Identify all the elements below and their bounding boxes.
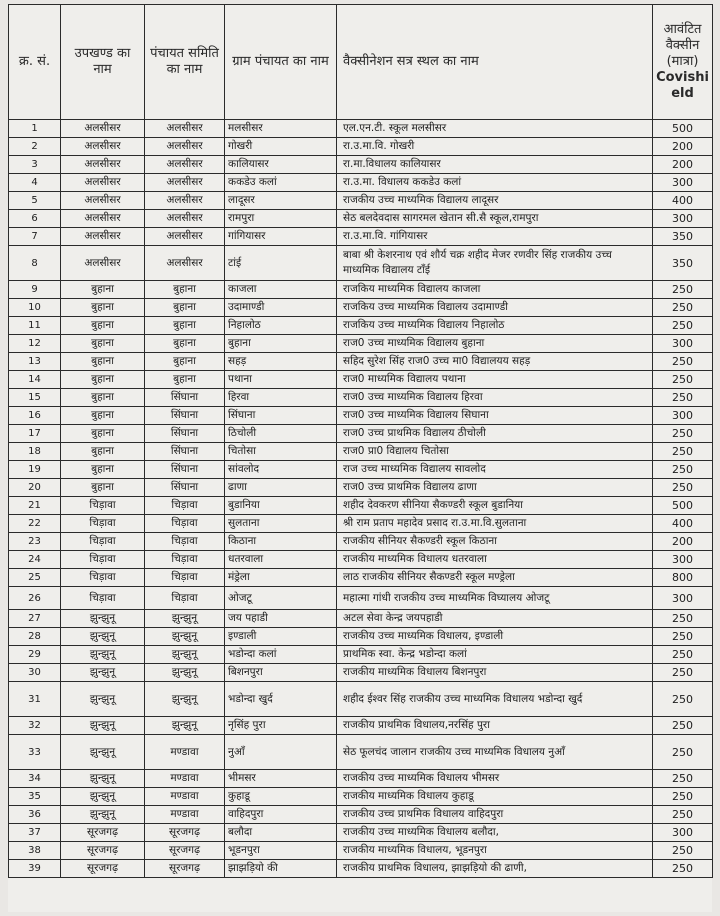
- gram-panchayat-cell: सिंघाना: [225, 407, 337, 425]
- panchayat-samiti-cell: चिड़ावा: [145, 587, 225, 610]
- subdivision-cell: बुहाना: [61, 335, 145, 353]
- subdivision-cell: चिड़ावा: [61, 587, 145, 610]
- gram-panchayat-cell: किठाना: [225, 533, 337, 551]
- subdivision-cell: बुहाना: [61, 281, 145, 299]
- subdivision-cell: बुहाना: [61, 317, 145, 335]
- gram-panchayat-cell: टांई: [225, 246, 337, 281]
- site-name-cell: राज0 उच्च प्राथमिक विद्यालय ढाणा: [337, 479, 653, 497]
- gram-panchayat-cell: बुहाना: [225, 335, 337, 353]
- gram-panchayat-cell: भूडनपुरा: [225, 842, 337, 860]
- table-row: [9, 682, 713, 717]
- serial-cell: 17: [9, 425, 61, 443]
- table-row: [9, 317, 713, 335]
- vaccination-sites-table: [8, 4, 713, 878]
- allotted-quantity-cell: 250: [653, 371, 713, 389]
- serial-cell: 3: [9, 156, 61, 174]
- table-row: [9, 628, 713, 646]
- site-name-cell: रा.उ.मा.वि. गोखरी: [337, 138, 653, 156]
- table-row: [9, 192, 713, 210]
- panchayat-samiti-cell: बुहाना: [145, 371, 225, 389]
- allotted-quantity-cell: 250: [653, 682, 713, 717]
- allotted-quantity-cell: 250: [653, 770, 713, 788]
- table-row: [9, 210, 713, 228]
- table-row: [9, 138, 713, 156]
- site-name-cell: राज0 माध्यमिक विद्यालय पथाना: [337, 371, 653, 389]
- subdivision-cell: बुहाना: [61, 443, 145, 461]
- allotted-quantity-cell: 500: [653, 120, 713, 138]
- site-name-cell: राजकीय उच्च माध्यमिक विधालय भीमसर: [337, 770, 653, 788]
- allotted-quantity-cell: 250: [653, 353, 713, 371]
- table-row: [9, 120, 713, 138]
- gram-panchayat-cell: बलौदा: [225, 824, 337, 842]
- site-name-cell: राजकीय उच्च माध्यमिक विधालय, इण्डाली: [337, 628, 653, 646]
- allotted-quantity-cell: 250: [653, 842, 713, 860]
- gram-panchayat-cell: नुआँ: [225, 735, 337, 770]
- table-row: [9, 842, 713, 860]
- subdivision-cell: चिड़ावा: [61, 533, 145, 551]
- subdivision-cell: झुन्झुनू: [61, 806, 145, 824]
- allotted-quantity-cell: 250: [653, 443, 713, 461]
- serial-cell: 36: [9, 806, 61, 824]
- site-name-cell: राज0 उच्च माध्यमिक विद्यालय बुहाना: [337, 335, 653, 353]
- panchayat-samiti-cell: चिड़ावा: [145, 551, 225, 569]
- allotted-quantity-cell: 250: [653, 317, 713, 335]
- panchayat-samiti-cell: बुहाना: [145, 299, 225, 317]
- table-body: [9, 120, 713, 878]
- site-name-cell: महात्मा गांधी राजकीय उच्च माध्यमिक विघ्यालय ओजटू: [337, 587, 653, 610]
- gram-panchayat-cell: गांगियासर: [225, 228, 337, 246]
- table-row: [9, 610, 713, 628]
- gram-panchayat-cell: सुलताना: [225, 515, 337, 533]
- gram-panchayat-cell: हिरवा: [225, 389, 337, 407]
- table-row: [9, 389, 713, 407]
- site-name-cell: राजकीय माध्यमिक विधालय, भूडनपुरा: [337, 842, 653, 860]
- table-row: [9, 371, 713, 389]
- serial-cell: 24: [9, 551, 61, 569]
- header-panchayat-samiti: पंचायत समिति का नाम: [145, 5, 225, 120]
- table-row: [9, 587, 713, 610]
- panchayat-samiti-cell: चिड़ावा: [145, 533, 225, 551]
- gram-panchayat-cell: भडोन्दा खुर्द: [225, 682, 337, 717]
- table-row: [9, 246, 713, 281]
- gram-panchayat-cell: वाहिदपुरा: [225, 806, 337, 824]
- table-row: [9, 461, 713, 479]
- site-name-cell: शहीद देवकरण सीनिया सैकण्डरी स्कूल बुडानिया: [337, 497, 653, 515]
- gram-panchayat-cell: भीमसर: [225, 770, 337, 788]
- subdivision-cell: अलसीसर: [61, 138, 145, 156]
- allotted-quantity-cell: 300: [653, 210, 713, 228]
- gram-panchayat-cell: कालियासर: [225, 156, 337, 174]
- subdivision-cell: झुन्झुनू: [61, 770, 145, 788]
- allotted-quantity-cell: 300: [653, 407, 713, 425]
- table-row: [9, 335, 713, 353]
- panchayat-samiti-cell: झुन्झुनू: [145, 628, 225, 646]
- gram-panchayat-cell: निहालोठ: [225, 317, 337, 335]
- header-allotted-vaccine: [653, 5, 713, 120]
- table-row: [9, 533, 713, 551]
- table-row: [9, 156, 713, 174]
- panchayat-samiti-cell: चिड़ावा: [145, 497, 225, 515]
- allotted-quantity-cell: 500: [653, 497, 713, 515]
- document-page: [8, 4, 712, 912]
- subdivision-cell: झुन्झुनू: [61, 735, 145, 770]
- serial-cell: 23: [9, 533, 61, 551]
- panchayat-samiti-cell: सिंघाना: [145, 389, 225, 407]
- panchayat-samiti-cell: मण्डावा: [145, 788, 225, 806]
- panchayat-samiti-cell: बुहाना: [145, 317, 225, 335]
- gram-panchayat-cell: इण्डाली: [225, 628, 337, 646]
- subdivision-cell: बुहाना: [61, 371, 145, 389]
- table-row: [9, 860, 713, 878]
- subdivision-cell: झुन्झुनू: [61, 682, 145, 717]
- gram-panchayat-cell: ओजटू: [225, 587, 337, 610]
- table-row: [9, 479, 713, 497]
- serial-cell: 4: [9, 174, 61, 192]
- allotted-quantity-cell: 300: [653, 824, 713, 842]
- gram-panchayat-cell: गोखरी: [225, 138, 337, 156]
- table-row: [9, 788, 713, 806]
- site-name-cell: राजकिय उच्च माध्यमिक विद्यालय उदामाण्डी: [337, 299, 653, 317]
- serial-cell: 6: [9, 210, 61, 228]
- subdivision-cell: झुन्झुनू: [61, 646, 145, 664]
- table-row: [9, 551, 713, 569]
- gram-panchayat-cell: उदामाण्डी: [225, 299, 337, 317]
- header-gram-panchayat: ग्राम पंचायत का नाम: [225, 5, 337, 120]
- table-row: [9, 569, 713, 587]
- site-name-cell: रा.उ.मा.वि. गांगियासर: [337, 228, 653, 246]
- panchayat-samiti-cell: झुन्झुनू: [145, 717, 225, 735]
- serial-cell: 37: [9, 824, 61, 842]
- subdivision-cell: बुहाना: [61, 461, 145, 479]
- serial-cell: 30: [9, 664, 61, 682]
- subdivision-cell: सूरजगढ़: [61, 842, 145, 860]
- allotted-quantity-cell: 250: [653, 646, 713, 664]
- allotted-quantity-cell: 300: [653, 174, 713, 192]
- table-row: [9, 407, 713, 425]
- panchayat-samiti-cell: सूरजगढ़: [145, 824, 225, 842]
- panchayat-samiti-cell: अलसीसर: [145, 192, 225, 210]
- serial-cell: 20: [9, 479, 61, 497]
- serial-cell: 26: [9, 587, 61, 610]
- panchayat-samiti-cell: मण्डावा: [145, 735, 225, 770]
- site-name-cell: राज0 उच्च माध्यमिक विद्यालय सिघाना: [337, 407, 653, 425]
- allotted-quantity-cell: 250: [653, 860, 713, 878]
- site-name-cell: राजकीय माध्यमिक विधालय कुहाडू: [337, 788, 653, 806]
- serial-cell: 33: [9, 735, 61, 770]
- gram-panchayat-cell: मंड्रेला: [225, 569, 337, 587]
- gram-panchayat-cell: भडोन्दा कलां: [225, 646, 337, 664]
- panchayat-samiti-cell: अलसीसर: [145, 138, 225, 156]
- site-name-cell: राजकिय माध्यमिक विद्यालय काजला: [337, 281, 653, 299]
- site-name-cell: राजकीय उच्च माध्यमिक विधालय बलौदा,: [337, 824, 653, 842]
- site-name-cell: बाबा श्री केशरनाथ एवं शौर्य चक्र शहीद मेजर रणवीर सिंह राजकीय उच्च माध्यमिक विद्यालय टाँई: [337, 246, 653, 281]
- gram-panchayat-cell: लादूसर: [225, 192, 337, 210]
- site-name-cell: राजकीय उच्च प्राथमिक विधालय वाहिदपुरा: [337, 806, 653, 824]
- header-subdivision: उपखण्ड का नाम: [61, 5, 145, 120]
- panchayat-samiti-cell: सूरजगढ़: [145, 842, 225, 860]
- subdivision-cell: चिड़ावा: [61, 497, 145, 515]
- table-row: [9, 174, 713, 192]
- gram-panchayat-cell: कुहाडू: [225, 788, 337, 806]
- serial-cell: 2: [9, 138, 61, 156]
- panchayat-samiti-cell: सिंघाना: [145, 425, 225, 443]
- subdivision-cell: अलसीसर: [61, 210, 145, 228]
- gram-panchayat-cell: धतरवाला: [225, 551, 337, 569]
- gram-panchayat-cell: चितोसा: [225, 443, 337, 461]
- subdivision-cell: चिड़ावा: [61, 569, 145, 587]
- site-name-cell: रा.उ.मा. विधालय ककडेउ कलां: [337, 174, 653, 192]
- subdivision-cell: बुहाना: [61, 389, 145, 407]
- subdivision-cell: झुन्झुनू: [61, 610, 145, 628]
- panchayat-samiti-cell: बुहाना: [145, 281, 225, 299]
- gram-panchayat-cell: काजला: [225, 281, 337, 299]
- gram-panchayat-cell: नृसिंह पुरा: [225, 717, 337, 735]
- site-name-cell: लाठ राजकीय सीनियर सैकण्डरी स्कूल मण्ड्रेला: [337, 569, 653, 587]
- subdivision-cell: सूरजगढ़: [61, 824, 145, 842]
- allotted-quantity-cell: 250: [653, 788, 713, 806]
- table-row: [9, 497, 713, 515]
- table-row: [9, 425, 713, 443]
- serial-cell: 38: [9, 842, 61, 860]
- panchayat-samiti-cell: झुन्झुनू: [145, 682, 225, 717]
- allotted-quantity-cell: 250: [653, 664, 713, 682]
- panchayat-samiti-cell: अलसीसर: [145, 210, 225, 228]
- gram-panchayat-cell: सांवलोद: [225, 461, 337, 479]
- subdivision-cell: अलसीसर: [61, 228, 145, 246]
- gram-panchayat-cell: बिशनपुरा: [225, 664, 337, 682]
- site-name-cell: राज0 प्रा0 विद्यालय चितोसा: [337, 443, 653, 461]
- gram-panchayat-cell: पथाना: [225, 371, 337, 389]
- subdivision-cell: झुन्झुनू: [61, 628, 145, 646]
- allotted-quantity-cell: 250: [653, 479, 713, 497]
- serial-cell: 1: [9, 120, 61, 138]
- serial-cell: 22: [9, 515, 61, 533]
- allotted-quantity-cell: 350: [653, 228, 713, 246]
- subdivision-cell: झुन्झुनू: [61, 788, 145, 806]
- allotted-quantity-cell: 300: [653, 335, 713, 353]
- gram-panchayat-cell: ठिचोली: [225, 425, 337, 443]
- site-name-cell: सेठ फूलचंद जालान राजकीय उच्च माध्यमिक विधालय नुआँ: [337, 735, 653, 770]
- subdivision-cell: बुहाना: [61, 353, 145, 371]
- allotted-quantity-cell: 250: [653, 735, 713, 770]
- table-row: [9, 515, 713, 533]
- panchayat-samiti-cell: झुन्झुनू: [145, 646, 225, 664]
- subdivision-cell: बुहाना: [61, 479, 145, 497]
- site-name-cell: सेठ बलदेवदास सागरमल खेतान सी.सै स्कूल,रामपुरा: [337, 210, 653, 228]
- gram-panchayat-cell: बुडानिया: [225, 497, 337, 515]
- subdivision-cell: सूरजगढ़: [61, 860, 145, 878]
- panchayat-samiti-cell: मण्डावा: [145, 806, 225, 824]
- header-serial: क्र. सं.: [9, 5, 61, 120]
- subdivision-cell: झुन्झुनू: [61, 717, 145, 735]
- allotted-quantity-cell: 250: [653, 717, 713, 735]
- panchayat-samiti-cell: चिड़ावा: [145, 569, 225, 587]
- site-name-cell: राजकिय उच्च माध्यमिक विद्यालय निहालोठ: [337, 317, 653, 335]
- panchayat-samiti-cell: अलसीसर: [145, 156, 225, 174]
- serial-cell: 31: [9, 682, 61, 717]
- site-name-cell: सहिद सुरेश सिंह राज0 उच्च मा0 विद्यालयय सहड़: [337, 353, 653, 371]
- gram-panchayat-cell: ककडेउ कलां: [225, 174, 337, 192]
- serial-cell: 14: [9, 371, 61, 389]
- site-name-cell: राजकीय प्राथमिक विधालय,नरसिंह पुरा: [337, 717, 653, 735]
- serial-cell: 32: [9, 717, 61, 735]
- panchayat-samiti-cell: सिंघाना: [145, 407, 225, 425]
- panchayat-samiti-cell: सूरजगढ़: [145, 860, 225, 878]
- site-name-cell: प्राथमिक स्वा. केन्द्र भडोन्दा कलां: [337, 646, 653, 664]
- table-header-row: [9, 5, 713, 120]
- header-allotted-label: आवंटित वैक्सीन (मात्रा): [663, 22, 702, 69]
- serial-cell: 28: [9, 628, 61, 646]
- allotted-quantity-cell: 250: [653, 281, 713, 299]
- allotted-quantity-cell: 250: [653, 389, 713, 407]
- table-row: [9, 281, 713, 299]
- table-row: [9, 646, 713, 664]
- gram-panchayat-cell: मलसीसर: [225, 120, 337, 138]
- subdivision-cell: बुहाना: [61, 299, 145, 317]
- panchayat-samiti-cell: बुहाना: [145, 353, 225, 371]
- site-name-cell: श्री राम प्रताप महादेव प्रसाद रा.उ.मा.वि.सुलताना: [337, 515, 653, 533]
- serial-cell: 7: [9, 228, 61, 246]
- allotted-quantity-cell: 250: [653, 425, 713, 443]
- table-row: [9, 806, 713, 824]
- allotted-quantity-cell: 250: [653, 461, 713, 479]
- allotted-quantity-cell: 350: [653, 246, 713, 281]
- table-row: [9, 443, 713, 461]
- allotted-quantity-cell: 400: [653, 192, 713, 210]
- subdivision-cell: अलसीसर: [61, 192, 145, 210]
- site-name-cell: अटल सेवा केन्द्र जयपहाडी: [337, 610, 653, 628]
- serial-cell: 15: [9, 389, 61, 407]
- table-row: [9, 228, 713, 246]
- site-name-cell: राजकीय माध्यमिक विधालय धतरवाला: [337, 551, 653, 569]
- table-row: [9, 717, 713, 735]
- site-name-cell: राज उच्च माध्यमिक विद्यालय सावलोद: [337, 461, 653, 479]
- panchayat-samiti-cell: अलसीसर: [145, 246, 225, 281]
- serial-cell: 34: [9, 770, 61, 788]
- panchayat-samiti-cell: सिंघाना: [145, 479, 225, 497]
- table-row: [9, 299, 713, 317]
- subdivision-cell: झुन्झुनू: [61, 664, 145, 682]
- panchayat-samiti-cell: बुहाना: [145, 335, 225, 353]
- serial-cell: 10: [9, 299, 61, 317]
- serial-cell: 18: [9, 443, 61, 461]
- subdivision-cell: अलसीसर: [61, 246, 145, 281]
- panchayat-samiti-cell: अलसीसर: [145, 228, 225, 246]
- allotted-quantity-cell: 200: [653, 138, 713, 156]
- site-name-cell: रा.मा.विधालय कालियासर: [337, 156, 653, 174]
- allotted-quantity-cell: 250: [653, 299, 713, 317]
- panchayat-samiti-cell: अलसीसर: [145, 120, 225, 138]
- site-name-cell: राज0 उच्च माध्यमिक विद्यालय हिरवा: [337, 389, 653, 407]
- allotted-quantity-cell: 250: [653, 628, 713, 646]
- allotted-quantity-cell: 300: [653, 551, 713, 569]
- panchayat-samiti-cell: सिंघाना: [145, 443, 225, 461]
- serial-cell: 16: [9, 407, 61, 425]
- serial-cell: 29: [9, 646, 61, 664]
- subdivision-cell: अलसीसर: [61, 156, 145, 174]
- table-row: [9, 735, 713, 770]
- site-name-cell: राज0 उच्च प्राथमिक विद्यालय ठीचोली: [337, 425, 653, 443]
- table-row: [9, 664, 713, 682]
- serial-cell: 5: [9, 192, 61, 210]
- site-name-cell: राजकीय उच्च माध्यमिक विद्यालय लादूसर: [337, 192, 653, 210]
- serial-cell: 12: [9, 335, 61, 353]
- subdivision-cell: चिड़ावा: [61, 515, 145, 533]
- site-name-cell: राजकीय माध्यमिक विधालय बिशनपुरा: [337, 664, 653, 682]
- header-vaccine-name: Covishield: [656, 70, 709, 101]
- serial-cell: 25: [9, 569, 61, 587]
- gram-panchayat-cell: झाझड़ियो की: [225, 860, 337, 878]
- serial-cell: 9: [9, 281, 61, 299]
- table-row: [9, 824, 713, 842]
- panchayat-samiti-cell: सिंघाना: [145, 461, 225, 479]
- allotted-quantity-cell: 200: [653, 533, 713, 551]
- table-row: [9, 770, 713, 788]
- allotted-quantity-cell: 800: [653, 569, 713, 587]
- site-name-cell: एल.एन.टी. स्कूल मलसीसर: [337, 120, 653, 138]
- subdivision-cell: बुहाना: [61, 407, 145, 425]
- serial-cell: 35: [9, 788, 61, 806]
- serial-cell: 8: [9, 246, 61, 281]
- gram-panchayat-cell: ढाणा: [225, 479, 337, 497]
- gram-panchayat-cell: रामपुरा: [225, 210, 337, 228]
- panchayat-samiti-cell: चिड़ावा: [145, 515, 225, 533]
- site-name-cell: शहीद ईश्वर सिंह राजकीय उच्च माध्यमिक विधालय भडोन्दा खुर्द: [337, 682, 653, 717]
- site-name-cell: राजकीय सीनियर सैकण्डरी स्कूल किठाना: [337, 533, 653, 551]
- subdivision-cell: अलसीसर: [61, 174, 145, 192]
- subdivision-cell: चिड़ावा: [61, 551, 145, 569]
- allotted-quantity-cell: 200: [653, 156, 713, 174]
- allotted-quantity-cell: 250: [653, 610, 713, 628]
- subdivision-cell: अलसीसर: [61, 120, 145, 138]
- gram-panchayat-cell: सहड़: [225, 353, 337, 371]
- table-row: [9, 353, 713, 371]
- subdivision-cell: बुहाना: [61, 425, 145, 443]
- header-site-name: वैक्सीनेशन सत्र स्थल का नाम: [337, 5, 653, 120]
- allotted-quantity-cell: 250: [653, 806, 713, 824]
- serial-cell: 21: [9, 497, 61, 515]
- gram-panchayat-cell: जय पहाडी: [225, 610, 337, 628]
- panchayat-samiti-cell: मण्डावा: [145, 770, 225, 788]
- serial-cell: 11: [9, 317, 61, 335]
- allotted-quantity-cell: 400: [653, 515, 713, 533]
- serial-cell: 13: [9, 353, 61, 371]
- serial-cell: 39: [9, 860, 61, 878]
- serial-cell: 19: [9, 461, 61, 479]
- panchayat-samiti-cell: झुन्झुनू: [145, 664, 225, 682]
- panchayat-samiti-cell: झुन्झुनू: [145, 610, 225, 628]
- panchayat-samiti-cell: अलसीसर: [145, 174, 225, 192]
- allotted-quantity-cell: 300: [653, 587, 713, 610]
- serial-cell: 27: [9, 610, 61, 628]
- site-name-cell: राजकीय प्राथमिक विधालय, झाझड़ियो की ढाणी,: [337, 860, 653, 878]
